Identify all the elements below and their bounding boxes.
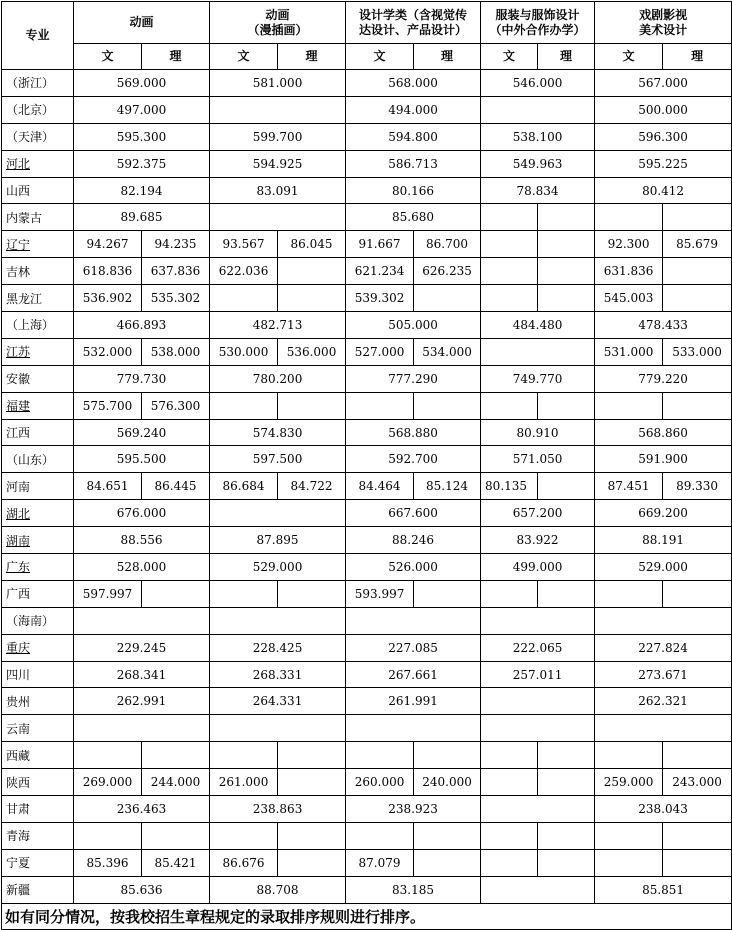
score-cell-wen [595,204,663,231]
score-cell-merged: 529.000 [595,554,732,581]
score-cell-merged: 83.922 [481,527,595,554]
table-row [2,634,732,661]
province-cell: （浙江） [2,70,74,97]
score-cell-merged: 87.895 [210,527,346,554]
score-cell-wen: 91.667 [346,231,414,258]
province-cell: 江苏 [2,338,74,365]
province-cell: 陕西 [2,769,74,796]
score-cell-merged [481,688,595,715]
table-row [2,661,732,688]
score-cell-li [278,392,346,419]
score-cell-merged: 80.910 [481,419,595,446]
table-row [2,769,732,796]
score-cell-merged: 82.194 [74,177,210,204]
score-cell-merged: 494.000 [346,96,481,123]
subheader-wen: 文 [210,44,278,70]
score-cell-li: 535.302 [142,285,210,312]
score-cell-merged [481,876,595,903]
score-cell-wen: 631.836 [595,258,663,285]
province-cell: 湖北 [2,500,74,527]
subheader-wen: 文 [74,44,142,70]
table-row [2,312,732,339]
score-cell-li: 89.330 [663,473,732,500]
score-cell-wen [481,849,538,876]
province-cell: 宁夏 [2,849,74,876]
table-row [2,231,732,258]
score-cell-merged: 261.991 [346,688,481,715]
score-cell-merged: 779.220 [595,365,732,392]
score-cell-merged [74,715,210,742]
table-row [2,580,732,607]
province-cell: （北京） [2,96,74,123]
score-cell-merged: 777.290 [346,365,481,392]
score-cell-merged: 594.925 [210,150,346,177]
score-cell-merged: 574.830 [210,419,346,446]
score-cell-merged: 669.200 [595,500,732,527]
score-cell-merged: 749.770 [481,365,595,392]
score-cell-li [538,473,595,500]
subheader-li: 理 [142,44,210,70]
subheader-li: 理 [414,44,481,70]
subheader-li: 理 [663,44,732,70]
score-cell-merged: 497.000 [74,96,210,123]
score-cell-merged: 88.556 [74,527,210,554]
score-cell-li [538,849,595,876]
score-cell-wen: 86.684 [210,473,278,500]
score-cell-li [663,742,732,769]
score-cell-wen [595,580,663,607]
score-cell-li: 536.000 [278,338,346,365]
score-cell-merged: 780.200 [210,365,346,392]
score-cell-li [663,258,732,285]
admission-score-table [1,1,732,930]
score-cell-li [414,392,481,419]
score-cell-wen [595,849,663,876]
province-cell: 河北 [2,150,74,177]
table-row [2,607,732,634]
province-cell: 贵州 [2,688,74,715]
score-cell-merged: 85.636 [74,876,210,903]
score-cell-li: 533.000 [663,338,732,365]
table-row [2,338,732,365]
score-cell-wen [481,392,538,419]
score-cell-merged [481,96,595,123]
score-cell-merged: 526.000 [346,554,481,581]
score-cell-li: 85.421 [142,849,210,876]
score-cell-wen [210,392,278,419]
table-row [2,365,732,392]
score-cell-merged: 567.000 [595,70,732,97]
subheader-li: 理 [278,44,346,70]
score-cell-li [414,742,481,769]
score-cell-wen: 539.302 [346,285,414,312]
score-cell-merged: 88.708 [210,876,346,903]
footer-row [2,903,732,929]
table-row [2,742,732,769]
table-row [2,688,732,715]
score-cell-li [538,580,595,607]
score-cell-li: 534.000 [414,338,481,365]
score-cell-li [663,285,732,312]
score-cell-merged: 595.500 [74,446,210,473]
table-row [2,258,732,285]
score-cell-merged: 238.863 [210,796,346,823]
score-cell-merged: 257.011 [481,661,595,688]
table-row [2,473,732,500]
subheader-wen: 文 [481,44,538,70]
score-cell-merged: 482.713 [210,312,346,339]
score-cell-wen: 575.700 [74,392,142,419]
score-cell-wen: 259.000 [595,769,663,796]
score-cell-wen [210,580,278,607]
score-cell-merged: 262.321 [595,688,732,715]
table-row [2,285,732,312]
score-cell-wen: 87.451 [595,473,663,500]
major-col-header: 动画 [74,2,210,44]
score-cell-wen: 92.300 [595,231,663,258]
table-row [2,96,732,123]
score-cell-merged [481,338,595,365]
score-cell-merged: 546.000 [481,70,595,97]
table-row [2,70,732,97]
score-cell-wen [481,204,538,231]
province-cell: 广东 [2,554,74,581]
score-cell-li [142,742,210,769]
score-cell-merged: 268.341 [74,661,210,688]
score-cell-wen: 618.836 [74,258,142,285]
major-col-header: 戏剧影视 美术设计 [595,2,732,44]
table-row [2,554,732,581]
score-cell-li [278,849,346,876]
score-cell-wen [595,742,663,769]
score-cell-merged: 667.600 [346,500,481,527]
score-cell-li: 243.000 [663,769,732,796]
table-row [2,876,732,903]
score-cell-merged [210,500,346,527]
score-cell-li: 576.300 [142,392,210,419]
score-cell-wen: 85.396 [74,849,142,876]
table-row [2,446,732,473]
province-cell: 四川 [2,661,74,688]
score-cell-li [278,769,346,796]
score-cell-li: 244.000 [142,769,210,796]
score-cell-merged: 549.963 [481,150,595,177]
score-cell-li: 240.000 [414,769,481,796]
score-cell-wen [210,742,278,769]
score-cell-wen: 86.676 [210,849,278,876]
score-cell-merged: 538.100 [481,123,595,150]
score-cell-li: 86.445 [142,473,210,500]
score-cell-merged: 83.185 [346,876,481,903]
score-cell-merged: 264.331 [210,688,346,715]
score-cell-merged: 478.433 [595,312,732,339]
score-cell-li [538,204,595,231]
province-cell: （山东） [2,446,74,473]
score-cell-wen: 622.036 [210,258,278,285]
score-cell-li: 85.679 [663,231,732,258]
score-cell-li [278,742,346,769]
score-cell-li [663,849,732,876]
header-row [2,2,732,44]
score-cell-merged: 568.860 [595,419,732,446]
footer-note: 如有同分情况，按我校招生章程规定的录取排序规则进行排序。 [2,903,732,929]
score-cell-merged: 227.824 [595,634,732,661]
major-header: 专业 [2,2,74,70]
score-cell-merged: 83.091 [210,177,346,204]
table-row [2,715,732,742]
score-cell-merged: 484.480 [481,312,595,339]
score-cell-merged: 78.834 [481,177,595,204]
score-cell-merged: 505.000 [346,312,481,339]
major-col-header: 动画 （漫插画） [210,2,346,44]
score-cell-merged: 779.730 [74,365,210,392]
score-cell-merged: 500.000 [595,96,732,123]
province-cell: 新疆 [2,876,74,903]
score-cell-wen [74,822,142,849]
score-cell-wen: 93.567 [210,231,278,258]
score-cell-li [663,392,732,419]
score-cell-merged: 85.851 [595,876,732,903]
score-cell-wen [481,742,538,769]
score-cell-wen: 593.997 [346,580,414,607]
table-row [2,500,732,527]
score-cell-merged: 227.085 [346,634,481,661]
province-cell: （海南） [2,607,74,634]
score-cell-li [538,392,595,419]
province-cell: 内蒙古 [2,204,74,231]
score-cell-merged: 657.200 [481,500,595,527]
province-cell: 安徽 [2,365,74,392]
score-cell-merged: 568.000 [346,70,481,97]
province-cell: 江西 [2,419,74,446]
score-cell-wen [481,822,538,849]
table-row [2,150,732,177]
score-cell-merged: 595.300 [74,123,210,150]
score-cell-merged: 262.991 [74,688,210,715]
table-row [2,822,732,849]
score-cell-li [538,742,595,769]
score-cell-merged [346,715,481,742]
score-cell-wen [210,822,278,849]
score-cell-merged: 229.245 [74,634,210,661]
score-cell-merged [210,607,346,634]
score-cell-merged: 597.500 [210,446,346,473]
score-cell-li [414,849,481,876]
score-cell-merged [210,204,346,231]
province-cell: 湖南 [2,527,74,554]
score-cell-merged: 267.661 [346,661,481,688]
score-cell-li [663,204,732,231]
score-cell-merged: 528.000 [74,554,210,581]
score-cell-li [278,580,346,607]
score-cell-li [142,580,210,607]
score-cell-wen: 531.000 [595,338,663,365]
score-cell-wen [346,742,414,769]
score-cell-li: 538.000 [142,338,210,365]
score-cell-li [538,769,595,796]
score-cell-li [278,822,346,849]
score-cell-merged: 238.043 [595,796,732,823]
score-cell-merged: 599.700 [210,123,346,150]
table-row [2,392,732,419]
score-cell-wen [346,822,414,849]
score-cell-wen: 536.902 [74,285,142,312]
score-cell-wen: 530.000 [210,338,278,365]
province-cell: 辽宁 [2,231,74,258]
score-cell-wen [346,392,414,419]
score-cell-merged: 222.065 [481,634,595,661]
score-cell-li [278,285,346,312]
score-cell-merged [210,96,346,123]
score-cell-wen [210,285,278,312]
score-cell-merged: 568.880 [346,419,481,446]
score-cell-wen: 269.000 [74,769,142,796]
score-cell-merged [74,607,210,634]
score-cell-merged: 499.000 [481,554,595,581]
score-cell-merged: 581.000 [210,70,346,97]
score-cell-li [538,285,595,312]
province-cell: 西藏 [2,742,74,769]
score-cell-merged [595,715,732,742]
score-cell-li [414,285,481,312]
score-cell-li: 86.700 [414,231,481,258]
score-cell-merged: 228.425 [210,634,346,661]
score-cell-merged [481,715,595,742]
major-col-header: 设计学类（含视觉传 达设计、产品设计） [346,2,481,44]
table-row [2,419,732,446]
score-cell-wen: 84.651 [74,473,142,500]
score-cell-wen [481,285,538,312]
score-cell-merged: 592.375 [74,150,210,177]
score-cell-merged: 273.671 [595,661,732,688]
score-cell-wen [595,392,663,419]
score-cell-wen: 87.079 [346,849,414,876]
score-cell-wen: 527.000 [346,338,414,365]
major-col-header: 服装与服饰设计 （中外合作办学） [481,2,595,44]
subheader-wen: 文 [595,44,663,70]
score-cell-merged: 88.246 [346,527,481,554]
score-cell-li: 94.235 [142,231,210,258]
score-cell-merged: 89.685 [74,204,210,231]
table-body [2,70,732,904]
province-cell: （天津） [2,123,74,150]
score-cell-merged: 595.225 [595,150,732,177]
score-cell-wen: 545.003 [595,285,663,312]
score-cell-wen: 84.464 [346,473,414,500]
score-cell-wen: 94.267 [74,231,142,258]
score-cell-li [278,258,346,285]
subheader-li: 理 [538,44,595,70]
score-cell-li: 84.722 [278,473,346,500]
score-cell-merged [595,607,732,634]
province-cell: 福建 [2,392,74,419]
score-cell-li [663,580,732,607]
score-cell-merged: 676.000 [74,500,210,527]
table-row [2,527,732,554]
score-cell-wen [481,231,538,258]
table-row [2,796,732,823]
score-cell-merged: 591.900 [595,446,732,473]
score-cell-li [414,822,481,849]
score-cell-li: 86.045 [278,231,346,258]
score-cell-wen [481,580,538,607]
score-cell-merged [481,796,595,823]
score-cell-merged: 529.000 [210,554,346,581]
score-cell-merged: 596.300 [595,123,732,150]
table-row [2,123,732,150]
score-cell-merged: 569.240 [74,419,210,446]
score-cell-wen: 532.000 [74,338,142,365]
score-cell-merged [481,607,595,634]
province-cell: 重庆 [2,634,74,661]
score-cell-wen: 80.135 [481,473,538,500]
score-cell-wen [481,258,538,285]
subheader-wen: 文 [346,44,414,70]
score-cell-merged: 85.680 [346,204,481,231]
score-cell-li: 626.235 [414,258,481,285]
score-cell-merged: 592.700 [346,446,481,473]
province-cell: 山西 [2,177,74,204]
province-cell: 云南 [2,715,74,742]
score-cell-merged: 80.166 [346,177,481,204]
province-cell: 甘肃 [2,796,74,823]
table-row [2,849,732,876]
score-cell-merged: 466.893 [74,312,210,339]
province-cell: 青海 [2,822,74,849]
score-cell-merged: 571.050 [481,446,595,473]
score-cell-merged: 569.000 [74,70,210,97]
score-cell-li [538,822,595,849]
score-cell-wen: 621.234 [346,258,414,285]
score-cell-li: 637.836 [142,258,210,285]
score-cell-li [538,231,595,258]
score-cell-wen: 597.997 [74,580,142,607]
score-cell-merged: 268.331 [210,661,346,688]
province-cell: 黑龙江 [2,285,74,312]
subheader-row [2,44,732,70]
province-cell: 吉林 [2,258,74,285]
province-cell: （上海） [2,312,74,339]
score-cell-li [142,822,210,849]
province-cell: 广西 [2,580,74,607]
table-row [2,177,732,204]
score-cell-merged: 236.463 [74,796,210,823]
score-cell-merged: 80.412 [595,177,732,204]
score-cell-merged: 594.800 [346,123,481,150]
score-cell-li: 85.124 [414,473,481,500]
score-cell-merged: 238.923 [346,796,481,823]
score-cell-li [538,258,595,285]
score-cell-wen [595,822,663,849]
score-cell-wen [481,769,538,796]
score-cell-wen [74,742,142,769]
score-cell-merged: 586.713 [346,150,481,177]
table-row [2,204,732,231]
score-cell-merged: 88.191 [595,527,732,554]
score-cell-merged [210,715,346,742]
score-cell-li [663,822,732,849]
score-cell-wen: 261.000 [210,769,278,796]
score-cell-wen: 260.000 [346,769,414,796]
score-cell-li [414,580,481,607]
province-cell: 河南 [2,473,74,500]
score-cell-merged [346,607,481,634]
